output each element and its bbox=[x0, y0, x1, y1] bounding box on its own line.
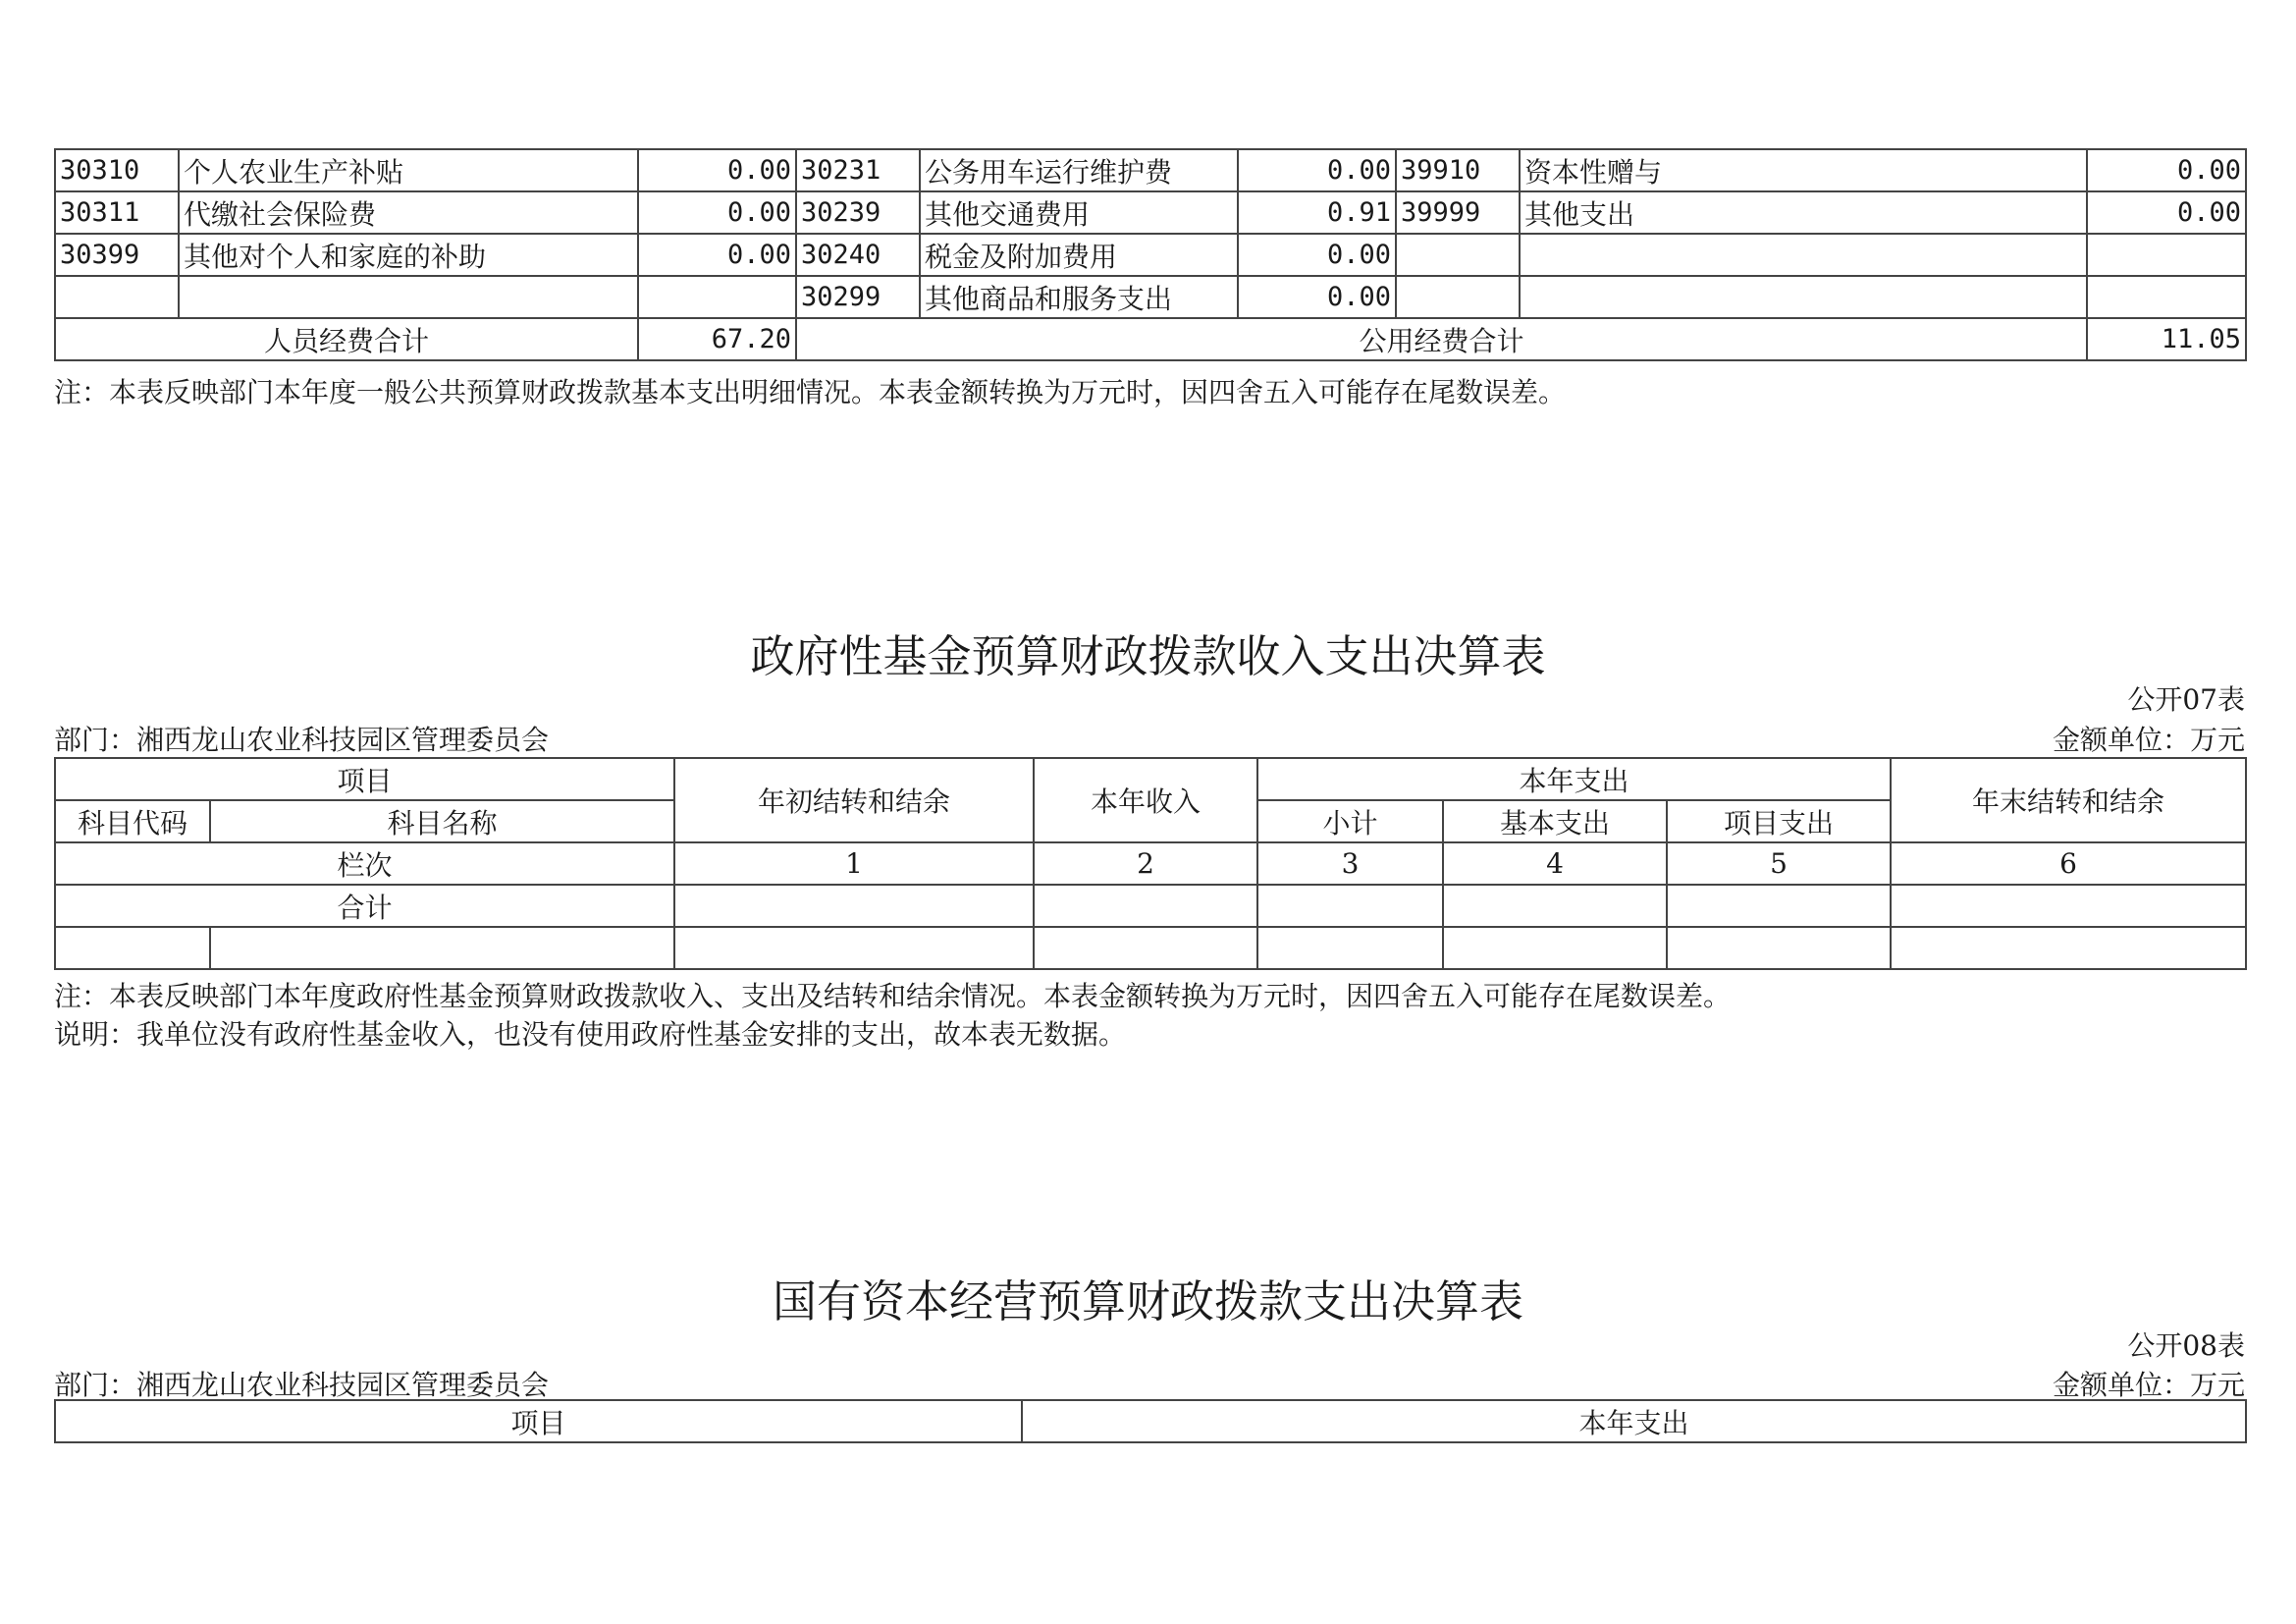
personnel-total-value: 67.20 bbox=[638, 318, 796, 360]
state-capital-table bbox=[54, 1399, 2247, 1443]
col-no-6: 6 bbox=[1891, 842, 2246, 885]
code-cell: 30310 bbox=[55, 149, 179, 191]
table-cell bbox=[1667, 927, 1891, 969]
public-total-value: 11.05 bbox=[2087, 318, 2246, 360]
name-cell: 公务用车运行维护费 bbox=[920, 149, 1238, 191]
col-no-1: 1 bbox=[674, 842, 1034, 885]
table-cell bbox=[210, 927, 674, 969]
col-no-4: 4 bbox=[1443, 842, 1667, 885]
header-subject-code: 科目代码 bbox=[55, 800, 210, 842]
name-cell bbox=[179, 276, 638, 318]
table-cell bbox=[1891, 885, 2246, 927]
value-cell bbox=[2087, 276, 2246, 318]
column-number-row bbox=[55, 842, 2246, 885]
table7-note: 注：本表反映部门本年度政府性基金预算财政拨款收入、支出及结转和结余情况。本表金额转换为万元时，因四舍五入可能存在尾数误差。 bbox=[54, 980, 1732, 1012]
header-basic: 基本支出 bbox=[1443, 800, 1667, 842]
code-cell bbox=[1396, 234, 1520, 276]
code-cell: 39910 bbox=[1396, 149, 1520, 191]
table8-unit: 金额单位：万元 bbox=[2052, 1369, 2245, 1401]
value-cell: 0.00 bbox=[638, 191, 796, 234]
name-cell bbox=[1520, 276, 2087, 318]
header-begin-balance: 年初结转和结余 bbox=[674, 758, 1034, 842]
table1-note: 注：本表反映部门本年度一般公共预算财政拨款基本支出明细情况。本表金额转换为万元时，因四舍五入可能存在尾数误差。 bbox=[54, 376, 1567, 408]
table-cell bbox=[55, 927, 210, 969]
value-cell: 0.00 bbox=[638, 234, 796, 276]
table8-form-no: 公开08表 bbox=[2127, 1329, 2245, 1362]
code-cell: 30399 bbox=[55, 234, 179, 276]
name-cell: 其他支出 bbox=[1520, 191, 2087, 234]
total-row bbox=[55, 885, 2246, 927]
header-item: 项目 bbox=[55, 758, 674, 800]
name-cell: 代缴社会保险费 bbox=[179, 191, 638, 234]
value-cell: 0.00 bbox=[2087, 191, 2246, 234]
table-cell bbox=[674, 885, 1034, 927]
value-cell: 0.91 bbox=[1238, 191, 1396, 234]
header-item: 项目 bbox=[55, 1400, 1022, 1442]
header-project: 项目支出 bbox=[1667, 800, 1891, 842]
code-cell: 30239 bbox=[796, 191, 920, 234]
table-row bbox=[55, 191, 2246, 234]
value-cell: 0.00 bbox=[1238, 234, 1396, 276]
header-income: 本年收入 bbox=[1034, 758, 1257, 842]
header-subtotal: 小计 bbox=[1257, 800, 1443, 842]
value-cell bbox=[2087, 234, 2246, 276]
public-total-label: 公用经费合计 bbox=[796, 318, 2087, 360]
total-label: 合计 bbox=[55, 885, 674, 927]
col-no-5: 5 bbox=[1667, 842, 1891, 885]
code-cell: 30311 bbox=[55, 191, 179, 234]
value-cell: 0.00 bbox=[2087, 149, 2246, 191]
name-cell: 资本性赠与 bbox=[1520, 149, 2087, 191]
header-expense: 本年支出 bbox=[1022, 1400, 2246, 1442]
value-cell: 0.00 bbox=[638, 149, 796, 191]
table-cell bbox=[1034, 885, 1257, 927]
table-cell bbox=[674, 927, 1034, 969]
code-cell: 30299 bbox=[796, 276, 920, 318]
table-row bbox=[55, 276, 2246, 318]
header-subject-name: 科目名称 bbox=[210, 800, 674, 842]
table-cell bbox=[1667, 885, 1891, 927]
name-cell bbox=[1520, 234, 2087, 276]
table-cell bbox=[1257, 885, 1443, 927]
totals-row bbox=[55, 318, 2246, 360]
table8-department: 部门：湘西龙山农业科技园区管理委员会 bbox=[54, 1369, 550, 1401]
header-row-1 bbox=[55, 758, 2246, 800]
code-cell: 30231 bbox=[796, 149, 920, 191]
table-cell bbox=[1891, 927, 2246, 969]
table7-unit: 金额单位：万元 bbox=[2052, 724, 2245, 756]
table7-department: 部门：湘西龙山农业科技园区管理委员会 bbox=[54, 724, 550, 756]
table7-form-no: 公开07表 bbox=[2127, 683, 2245, 716]
table-cell bbox=[1443, 927, 1667, 969]
header-expense: 本年支出 bbox=[1257, 758, 1891, 800]
value-cell: 0.00 bbox=[1238, 276, 1396, 318]
table-row bbox=[55, 149, 2246, 191]
code-cell bbox=[1396, 276, 1520, 318]
name-cell: 税金及附加费用 bbox=[920, 234, 1238, 276]
col-no-3: 3 bbox=[1257, 842, 1443, 885]
code-cell: 30240 bbox=[796, 234, 920, 276]
table8-title: 国有资本经营预算财政拨款支出决算表 bbox=[772, 1275, 1523, 1327]
table-cell bbox=[1257, 927, 1443, 969]
name-cell: 其他对个人和家庭的补助 bbox=[179, 234, 638, 276]
header-end-balance: 年末结转和结余 bbox=[1891, 758, 2246, 842]
table-cell bbox=[1034, 927, 1257, 969]
table-cell bbox=[1443, 885, 1667, 927]
value-cell: 0.00 bbox=[1238, 149, 1396, 191]
basic-expense-detail-table bbox=[54, 148, 2247, 361]
code-cell: 39999 bbox=[1396, 191, 1520, 234]
table-row bbox=[55, 234, 2246, 276]
col-row-label: 栏次 bbox=[55, 842, 674, 885]
col-no-2: 2 bbox=[1034, 842, 1257, 885]
header-row bbox=[55, 1400, 2246, 1442]
gov-fund-table bbox=[54, 757, 2247, 970]
name-cell: 其他商品和服务支出 bbox=[920, 276, 1238, 318]
name-cell: 其他交通费用 bbox=[920, 191, 1238, 234]
empty-row bbox=[55, 927, 2246, 969]
personnel-total-label: 人员经费合计 bbox=[55, 318, 638, 360]
name-cell: 个人农业生产补贴 bbox=[179, 149, 638, 191]
code-cell bbox=[55, 276, 179, 318]
table7-explanation: 说明：我单位没有政府性基金收入，也没有使用政府性基金安排的支出，故本表无数据。 bbox=[54, 1018, 1127, 1051]
value-cell bbox=[638, 276, 796, 318]
table7-title: 政府性基金预算财政拨款收入支出决算表 bbox=[750, 630, 1546, 682]
